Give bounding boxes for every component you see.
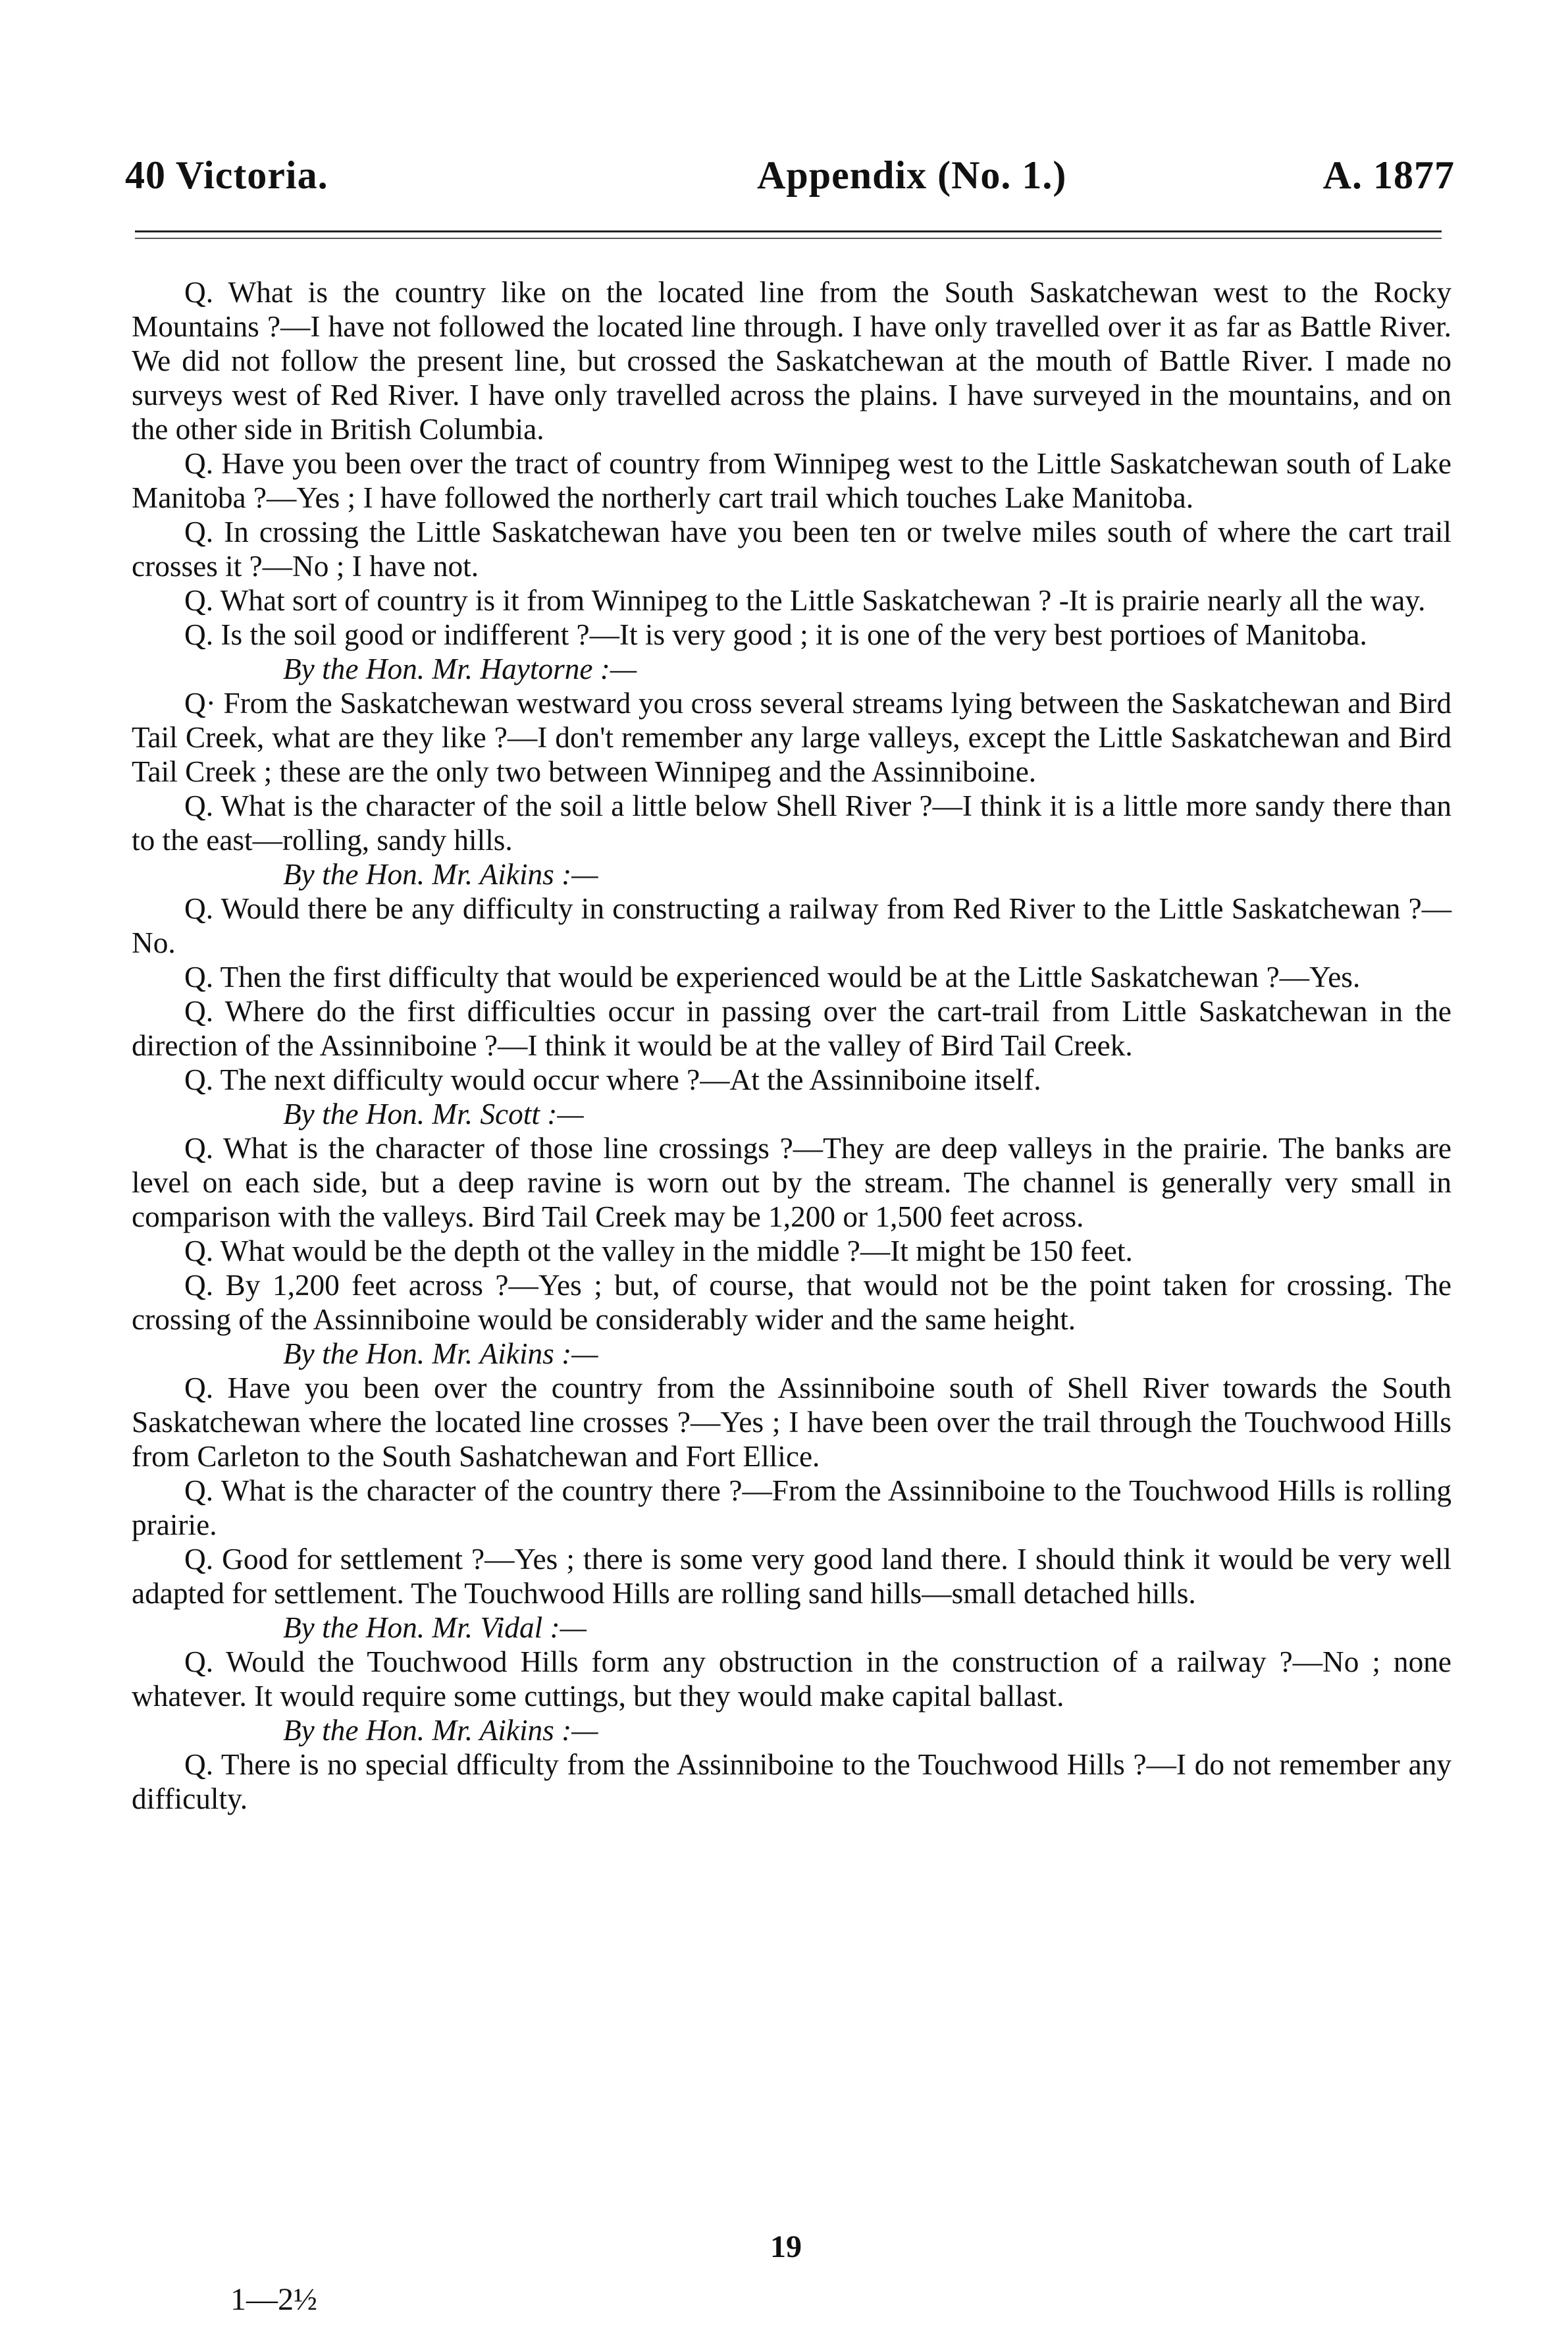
- qa-paragraph: Q. What would be the depth ot the valley in the middle ?—It might be 150 feet.: [184, 1235, 1133, 1267]
- header-session: 40 Victoria.: [125, 153, 328, 197]
- qa-paragraph: Q. What is the character of the soil a little below Shell River ?—I think it is a little more sandy there than to the east—rolling, sandy hills.: [132, 789, 1451, 857]
- qa-paragraph: Q. By 1,200 feet across ?—Yes ; but, of course, that would not be the point taken for crossing. The crossing of the Assinniboine would be considerably wider and the same height.: [132, 1269, 1451, 1336]
- testimony-body: [132, 275, 1451, 1816]
- qa-paragraph: Q. Would there be any difficulty in constructing a railway from Red River to the Little Saskatchewan ?—No.: [132, 892, 1451, 959]
- qa-paragraph: Q. What is the character of those line crossings ?—They are deep valleys in the prairie. The banks are level on each side, but a deep ravine is worn out by the stream. The channel is generally very small in comparison with the valleys. Bird Tail Creek may be 1,200 or 1,500 feet across.: [132, 1132, 1451, 1233]
- qa-paragraph: Q. Is the soil good or indifferent ?—It is very good ; it is one of the very best portioes of Manitoba.: [184, 618, 1367, 651]
- signature-mark: 1—2½: [230, 2282, 317, 2317]
- qa-paragraph: Q. Then the first difficulty that would be experienced would be at the Little Saskatchewan ?—Yes.: [184, 961, 1361, 994]
- qa-paragraph: Q. What is the character of the country there ?—From the Assinniboine to the Touchwood Hills is rolling prairie.: [132, 1474, 1451, 1541]
- header-rule: [135, 230, 1442, 232]
- speaker-heading: By the Hon. Mr. Aikins :—: [283, 1714, 598, 1747]
- speaker-heading: By the Hon. Mr. Vidal :—: [283, 1611, 587, 1644]
- qa-paragraph: Q. Good for settlement ?—Yes ; there is some very good land there. I should think it would be very well adapted for settlement. The Touchwood Hills are rolling sand hills—small detached hills.: [132, 1543, 1451, 1610]
- page-number: 19: [770, 2229, 802, 2264]
- qa-paragraph: Q. Would the Touchwood Hills form any obstruction in the construction of a railway ?—No ; none whatever. It would require some cuttings, but they would make capital ballast.: [132, 1645, 1451, 1713]
- running-header: [125, 153, 1455, 205]
- header-appendix: Appendix (No. 1.): [757, 153, 1067, 197]
- speaker-heading: By the Hon. Mr. Scott :—: [283, 1098, 584, 1130]
- qa-paragraph: Q. What is the country like on the located line from the South Saskatchewan west to the Rocky Mountains ?—I have not followed the located line through. I have only travelled over it as far as Battle River. We did not follow the present line, but crossed the Saskatchewan at the mouth of Battle River. I made no surveys west of Red River. I have only travelled across the plains. I have surveyed in the mountains, and on the other side in British Columbia.: [132, 276, 1451, 446]
- qa-paragraph: Q. Have you been over the country from the Assinniboine south of Shell River towards the South Saskatchewan where the located line crosses ?—Yes ; I have been over the trail through the Touchwood Hills from Carleton to the South Sashatchewan and Fort Ellice.: [132, 1371, 1451, 1473]
- qa-paragraph: Q. In crossing the Little Saskatchewan have you been ten or twelve miles south of where the cart trail crosses it ?—No ; I have not.: [132, 516, 1451, 583]
- qa-paragraph: Q· From the Saskatchewan westward you cross several streams lying between the Saskatchewan and Bird Tail Creek, what are they like ?—I don't remember any large valleys, except the Little Saskatchewan and Bird Tail Creek ; these are the only two between Winnipeg and the Assinniboine.: [132, 687, 1451, 788]
- speaker-heading: By the Hon. Mr. Haytorne :—: [283, 652, 637, 685]
- header-year: A. 1877: [1322, 153, 1455, 197]
- qa-paragraph: Q. The next difficulty would occur where ?—At the Assinniboine itself.: [184, 1063, 1041, 1096]
- speaker-heading: By the Hon. Mr. Aikins :—: [283, 1337, 598, 1370]
- qa-paragraph: Q. What sort of country is it from Winnipeg to the Little Saskatchewan ? -It is prairie nearly all the way.: [184, 584, 1426, 617]
- qa-paragraph: Q. Where do the first difficulties occur in passing over the cart-trail from Little Saskatchewan in the direction of the Assinniboine ?—I think it would be at the valley of Bird Tail Creek.: [132, 995, 1451, 1062]
- qa-paragraph: Q. There is no special dfficulty from the Assinniboine to the Touchwood Hills ?—I do not remember any difficulty.: [132, 1748, 1451, 1815]
- qa-paragraph: Q. Have you been over the tract of country from Winnipeg west to the Little Saskatchewan south of Lake Manitoba ?—Yes ; I have followed the northerly cart trail which touches Lake Manitoba.: [132, 447, 1451, 514]
- header-rule-secondary: [135, 238, 1442, 239]
- speaker-heading: By the Hon. Mr. Aikins :—: [283, 858, 598, 891]
